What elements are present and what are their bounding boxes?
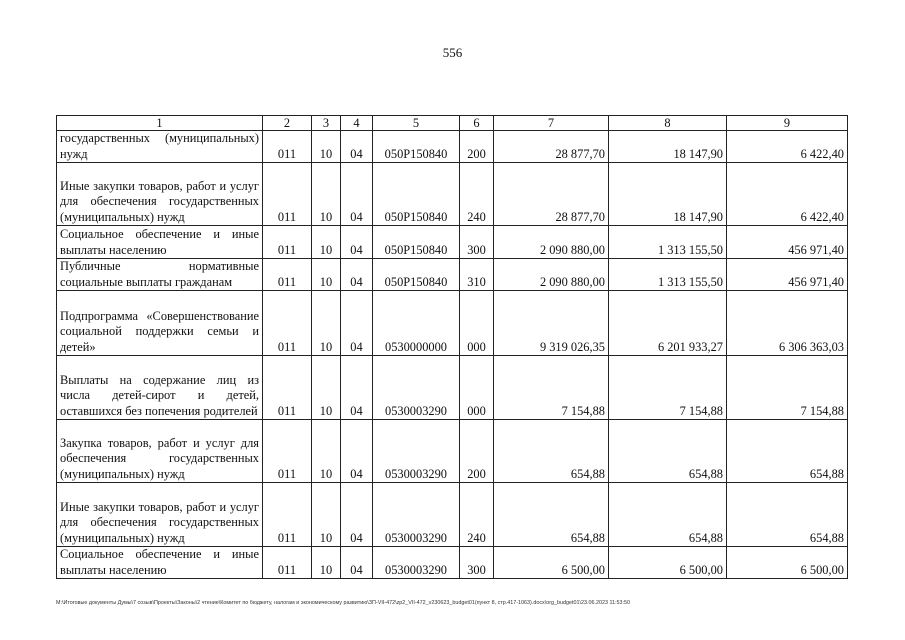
row-name: Публичные нормативные социальные выплаты гражданам — [60, 259, 259, 289]
expense-type-code: 310 — [460, 259, 494, 291]
expense-type-code: 200 — [460, 131, 494, 163]
col-header-4: 4 — [341, 116, 373, 131]
ministry-code: 011 — [263, 163, 312, 226]
subsection-code: 04 — [341, 259, 373, 291]
subsection-code: 04 — [341, 547, 373, 579]
table-row — [57, 547, 848, 579]
target-code: 0530000000 — [373, 291, 460, 356]
row-name: Иные закупки товаров, работ и услуг для обеспечения государственных (муниципальных) нужд — [60, 178, 259, 224]
table-row — [57, 356, 848, 420]
subsection-code: 04 — [341, 420, 373, 483]
amount-col9: 6 422,40 — [727, 163, 848, 226]
expense-type-code: 000 — [460, 356, 494, 420]
ministry-code: 011 — [263, 547, 312, 579]
target-code: 0530003290 — [373, 483, 460, 547]
ministry-code: 011 — [263, 356, 312, 420]
subsection-code: 04 — [341, 483, 373, 547]
section-code: 10 — [312, 259, 341, 291]
section-code: 10 — [312, 226, 341, 259]
row-name-cell — [57, 420, 263, 483]
amount-col9: 6 306 363,03 — [727, 291, 848, 356]
amount-col8: 654,88 — [609, 483, 727, 547]
page-number: 556 — [442, 45, 463, 60]
expense-type-code: 000 — [460, 291, 494, 356]
amount-col8: 1 313 155,50 — [609, 226, 727, 259]
ministry-code: 011 — [263, 131, 312, 163]
document-file-path: M:\Итоговые документы Думы\7 созыв\Проекты\Законы\2 чтение\Комитет по бюджету, налогам и экономическому развитию\ЗП-VII-472\zp2_VII-472_v230623_budget01(пункт 8, стр.417-1063).docx\org_budget01\23.06.2023 11:53:50 — [56, 600, 631, 606]
row-name: Подпрограмма «Совершенствование социальной поддержки семьи и детей» — [60, 308, 259, 354]
target-code: 050P150840 — [373, 259, 460, 291]
amount-col9: 456 971,40 — [727, 259, 848, 291]
ministry-code: 011 — [263, 420, 312, 483]
table-row — [57, 483, 848, 547]
subsection-code: 04 — [341, 291, 373, 356]
target-code: 050P150840 — [373, 226, 460, 259]
subsection-code: 04 — [341, 356, 373, 420]
col-header-5: 5 — [373, 116, 460, 131]
row-name-cell — [57, 291, 263, 356]
row-name-cell — [57, 259, 263, 291]
row-name: Социальное обеспечение и иные выплаты населению — [60, 547, 259, 577]
amount-col7: 7 154,88 — [494, 356, 609, 420]
table-row — [57, 226, 848, 259]
amount-col7: 6 500,00 — [494, 547, 609, 579]
section-code: 10 — [312, 131, 341, 163]
row-name: Социальное обеспечение и иные выплаты населению — [60, 227, 259, 257]
target-code: 0530003290 — [373, 547, 460, 579]
target-code: 0530003290 — [373, 420, 460, 483]
table-row — [57, 291, 848, 356]
row-name-cell — [57, 547, 263, 579]
expense-type-code: 300 — [460, 547, 494, 579]
col-header-8: 8 — [609, 116, 727, 131]
amount-col8: 18 147,90 — [609, 163, 727, 226]
target-code: 050P150840 — [373, 163, 460, 226]
section-code: 10 — [312, 483, 341, 547]
ministry-code: 011 — [263, 259, 312, 291]
row-name-cell — [57, 226, 263, 259]
amount-col9: 6 422,40 — [727, 131, 848, 163]
col-header-6: 6 — [460, 116, 494, 131]
header-row — [57, 116, 848, 131]
subsection-code: 04 — [341, 131, 373, 163]
ministry-code: 011 — [263, 483, 312, 547]
amount-col8: 6 201 933,27 — [609, 291, 727, 356]
amount-col8: 7 154,88 — [609, 356, 727, 420]
row-name-cell — [57, 131, 263, 163]
amount-col8: 6 500,00 — [609, 547, 727, 579]
amount-col7: 2 090 880,00 — [494, 226, 609, 259]
expense-type-code: 300 — [460, 226, 494, 259]
ministry-code: 011 — [263, 291, 312, 356]
row-name-cell — [57, 483, 263, 547]
col-header-9: 9 — [727, 116, 848, 131]
row-name: государственных (муниципальных) нужд — [60, 131, 259, 161]
col-header-1: 1 — [57, 116, 263, 131]
subsection-code: 04 — [341, 163, 373, 226]
section-code: 10 — [312, 163, 341, 226]
expense-type-code: 200 — [460, 420, 494, 483]
amount-col8: 1 313 155,50 — [609, 259, 727, 291]
amount-col7: 2 090 880,00 — [494, 259, 609, 291]
row-name: Иные закупки товаров, работ и услуг для обеспечения государственных (муниципальных) нужд — [60, 499, 259, 545]
amount-col9: 7 154,88 — [727, 356, 848, 420]
amount-col8: 654,88 — [609, 420, 727, 483]
row-name-cell — [57, 163, 263, 226]
expense-type-code: 240 — [460, 163, 494, 226]
amount-col9: 6 500,00 — [727, 547, 848, 579]
budget-table — [56, 115, 848, 579]
ministry-code: 011 — [263, 226, 312, 259]
section-code: 10 — [312, 291, 341, 356]
amount-col9: 456 971,40 — [727, 226, 848, 259]
col-header-7: 7 — [494, 116, 609, 131]
amount-col7: 28 877,70 — [494, 163, 609, 226]
target-code: 050P150840 — [373, 131, 460, 163]
table-row — [57, 163, 848, 226]
amount-col9: 654,88 — [727, 420, 848, 483]
subsection-code: 04 — [341, 226, 373, 259]
amount-col7: 654,88 — [494, 483, 609, 547]
row-name: Выплаты на содержание лиц из числа детей-сирот и детей, оставшихся без попечения родителей — [60, 372, 259, 418]
col-header-2: 2 — [263, 116, 312, 131]
row-name: Закупка товаров, работ и услуг для обеспечения государственных (муниципальных) нужд — [60, 435, 259, 481]
table-row — [57, 259, 848, 291]
section-code: 10 — [312, 547, 341, 579]
section-code: 10 — [312, 356, 341, 420]
amount-col7: 9 319 026,35 — [494, 291, 609, 356]
amount-col8: 18 147,90 — [609, 131, 727, 163]
amount-col7: 654,88 — [494, 420, 609, 483]
table-row — [57, 131, 848, 163]
expense-type-code: 240 — [460, 483, 494, 547]
col-header-3: 3 — [312, 116, 341, 131]
amount-col7: 28 877,70 — [494, 131, 609, 163]
target-code: 0530003290 — [373, 356, 460, 420]
amount-col9: 654,88 — [727, 483, 848, 547]
row-name-cell — [57, 356, 263, 420]
section-code: 10 — [312, 420, 341, 483]
table-row — [57, 420, 848, 483]
